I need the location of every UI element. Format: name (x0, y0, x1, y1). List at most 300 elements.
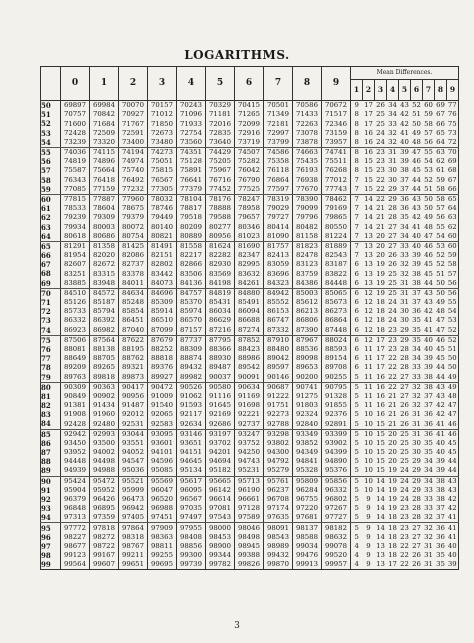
mean-diff-cell: 10 (364, 438, 373, 447)
log-value-cell: 85612 (293, 298, 322, 307)
log-value-cell: 82672 (90, 260, 119, 269)
log-value-cell: 82086 (119, 251, 148, 260)
log-value-cell: 95809 (293, 476, 322, 486)
mean-diff-cell: 51 (447, 345, 457, 354)
log-value-cell: 92891 (322, 419, 351, 429)
mean-diff-cell: 43 (424, 288, 433, 297)
log-value-cell: 84386 (293, 279, 322, 289)
log-value-cell: 78247 (235, 194, 264, 204)
mean-diff-cell: 6 (351, 354, 363, 363)
mean-diff-cell: 43 (436, 382, 445, 391)
mean-diff-cell: 53 (424, 166, 433, 175)
mean-diff-cell: 37 (412, 298, 421, 307)
log-value-cell: 99211 (119, 551, 148, 560)
mean-diff-cell: 28 (412, 513, 421, 522)
log-value-cell: 97864 (119, 523, 148, 533)
mean-diff-cell: 21 (388, 391, 397, 400)
row-number: 53 (41, 129, 61, 138)
log-value-cell: 78888 (206, 204, 235, 213)
mean-diff-cell: 35 (412, 325, 421, 334)
log-value-cell: 73560 (177, 138, 206, 148)
mean-diff-cell: 35 (412, 335, 421, 344)
log-value-cell: 97727 (322, 513, 351, 523)
log-value-cell: 71767 (119, 119, 148, 128)
mean-diff-cell: 8 (351, 119, 363, 128)
log-value-cell: 70243 (177, 101, 206, 111)
page-title: LOGARITHMS. (184, 48, 290, 62)
log-value-cell: 95856 (322, 476, 351, 486)
row-number: 86 (41, 439, 61, 448)
log-value-cell: 93902 (322, 439, 351, 448)
log-value-cell: 92737 (235, 419, 264, 429)
log-value-cell: 96190 (235, 486, 264, 495)
mean-diff-cell: 27 (400, 391, 409, 400)
mean-diff-cell: 36 (400, 195, 409, 204)
mean-diff-cell: 43 (400, 101, 409, 110)
mean-diff-cell: 7 (351, 232, 363, 242)
log-value-cell: 93551 (119, 439, 148, 448)
log-value-cell: 95279 (264, 466, 293, 476)
mean-diff-cell: 7 (351, 194, 363, 204)
mean-diff-cell: 42 (424, 307, 433, 316)
mean-diff-cell: 72 (447, 137, 457, 146)
mean-diff-cell: 52 (424, 175, 433, 184)
row-number: 85 (41, 429, 61, 439)
log-value-cell: 92583 (148, 419, 177, 429)
mean-diff-cell: 33 (424, 485, 433, 494)
mean-diff-cell: 77 (447, 101, 457, 110)
log-value-cell: 87737 (177, 335, 206, 345)
mean-diff-cell: 22 (400, 560, 409, 569)
mean-diff-cell: 60 (447, 231, 457, 240)
row-number: 76 (41, 345, 61, 354)
table-row (41, 129, 459, 138)
log-value-cell: 99300 (177, 551, 206, 560)
log-value-cell: 93802 (264, 439, 293, 448)
log-value-cell: 89154 (322, 354, 351, 363)
log-value-cell: 86332 (61, 316, 90, 325)
mean-diff-cell: 36 (436, 541, 445, 550)
log-value-cell: 96755 (293, 495, 322, 504)
log-value-cell: 85187 (90, 298, 119, 307)
log-value-cell: 84448 (322, 279, 351, 289)
log-value-cell: 88705 (90, 354, 119, 363)
mean-diff-cell: 65 (447, 195, 457, 204)
log-value-cell: 76716 (206, 176, 235, 185)
log-value-cell: 90363 (90, 382, 119, 392)
log-value-cell: 87852 (235, 335, 264, 345)
log-value-cell: 84136 (177, 279, 206, 289)
mean-diff-cell: 29 (412, 466, 421, 475)
log-value-cell: 79029 (264, 204, 293, 213)
mean-diff-cell: 27 (412, 541, 421, 550)
mean-diff-cell: 31 (412, 410, 421, 419)
log-value-cell: 79169 (322, 204, 351, 213)
log-value-cell: 93247 (235, 429, 264, 439)
log-value-cell: 79379 (119, 213, 148, 222)
mean-diff-cell: 34 (388, 110, 397, 119)
log-value-cell: 75051 (148, 157, 177, 166)
mean-diff-cell: 53 (436, 241, 445, 250)
log-value-cell: 90849 (61, 392, 90, 401)
log-value-cell: 91751 (264, 401, 293, 410)
log-value-cell: 91645 (206, 401, 235, 410)
log-value-cell: 88593 (322, 345, 351, 354)
mean-diff-cell: 42 (436, 401, 445, 410)
mean-diff-cell: 63 (436, 148, 445, 157)
mean-diff-cell: 58 (447, 260, 457, 269)
log-value-cell: 93399 (322, 429, 351, 439)
header-digit: 3 (148, 67, 177, 101)
mean-diff-cell: 27 (388, 241, 397, 250)
mean-diff-cell: 55 (424, 148, 433, 157)
log-value-cell: 83059 (264, 260, 293, 269)
log-value-cell: 83696 (264, 269, 293, 278)
log-value-cell: 89597 (264, 363, 293, 372)
log-value-cell: 96848 (61, 504, 90, 513)
mean-diff-cell: 27 (388, 222, 397, 231)
mean-diff-cell: 37 (436, 504, 445, 513)
log-value-cell: 78176 (206, 194, 235, 204)
log-value-cell: 80821 (148, 232, 177, 242)
log-value-cell: 77379 (177, 185, 206, 195)
table-row (41, 457, 459, 466)
log-value-cell: 72346 (322, 119, 351, 128)
mean-diff-cell: 50 (436, 288, 445, 297)
mean-diff-cell: 39 (400, 157, 409, 166)
log-value-cell: 93852 (293, 439, 322, 448)
log-value-cell: 80686 (90, 232, 119, 242)
log-value-cell: 77597 (264, 185, 293, 195)
mean-diff-cell: 64 (436, 137, 445, 146)
log-value-cell: 88309 (177, 345, 206, 354)
mean-diff-cell: 46 (424, 251, 433, 260)
mean-diff-cell: 17 (376, 335, 385, 344)
log-value-cell: 92273 (264, 410, 293, 419)
log-value-cell: 90687 (264, 382, 293, 392)
mean-diff-cell: 35 (424, 438, 433, 447)
mean-diff-cell: 40 (412, 241, 421, 250)
mean-diff-cell: 66 (436, 119, 445, 128)
mean-diff-cell: 53 (447, 316, 457, 325)
mean-diff-cell: 5 (351, 372, 363, 382)
mean-diff-cell: 14 (364, 222, 373, 231)
mean-diff-cell: 23 (400, 504, 409, 513)
mean-diff-cell: 44 (436, 372, 445, 381)
table-row (41, 542, 459, 551)
header-digit: 4 (177, 67, 206, 101)
log-value-cell: 90795 (322, 382, 351, 392)
log-value-cell: 78817 (177, 204, 206, 213)
log-value-cell: 95036 (119, 466, 148, 476)
log-value-cell: 96237 (264, 486, 293, 495)
row-number: 87 (41, 448, 61, 457)
log-value-cell: 88818 (148, 354, 177, 363)
logarithm-table (40, 66, 459, 570)
mean-diff-cell: 44 (436, 363, 445, 372)
log-value-cell: 94448 (61, 457, 90, 466)
log-value-cell: 89763 (61, 372, 90, 382)
mean-diff-cell: 9 (363, 513, 375, 523)
log-value-cell: 81358 (90, 241, 119, 251)
log-value-cell: 88138 (90, 345, 119, 354)
log-value-cell: 80414 (264, 222, 293, 231)
mean-diff-cell: 63 (447, 213, 457, 222)
log-value-cell: 73320 (90, 138, 119, 148)
log-value-cell: 88874 (177, 354, 206, 363)
log-value-cell: 86806 (293, 316, 322, 325)
log-value-cell: 94151 (177, 448, 206, 457)
log-value-cell: 84819 (206, 288, 235, 298)
table-row (41, 345, 459, 354)
mean-diff-cell: 32 (388, 137, 397, 146)
mean-diff-cell: 28 (388, 204, 397, 213)
log-value-cell: 79239 (61, 213, 90, 222)
mean-diff-cell: 28 (388, 213, 397, 222)
log-value-cell: 80072 (119, 222, 148, 231)
log-value-cell: 92012 (119, 410, 148, 419)
table-row (41, 279, 459, 289)
mean-diff-cell: 35 (436, 560, 445, 569)
mean-diff-cell: 17 (388, 560, 397, 569)
mean-diff-cell: 16 (376, 372, 385, 381)
mean-diff-cell: 12 (364, 288, 373, 297)
mean-diff-cell: 46 (424, 241, 433, 250)
row-number: 52 (41, 119, 61, 128)
log-value-cell: 73159 (322, 129, 351, 138)
mean-diff-cell: 5 (351, 419, 363, 429)
log-value-cell: 95904 (61, 486, 90, 495)
table-row (41, 138, 459, 148)
mean-diff-cell: 18 (388, 551, 397, 560)
mean-diff-cell: 67 (447, 175, 457, 184)
mean-diff-cell: 19 (376, 260, 385, 269)
mean-diff-cell: 5 (351, 382, 363, 392)
mean-diff-cell: 47 (436, 325, 445, 334)
mean-diff-cell: 32 (400, 269, 409, 278)
mean-diff-cell: 9 (351, 101, 363, 111)
mean-diff-cell: 13 (364, 241, 373, 250)
mean-diff-cell: 39 (400, 148, 409, 157)
mean-diff-cell: 44 (412, 175, 421, 184)
mean-diff-cell: 11 (364, 363, 373, 372)
log-value-cell: 93298 (264, 429, 293, 439)
log-value-cell: 90417 (119, 382, 148, 392)
mean-diff-cell: 29 (412, 485, 421, 494)
log-value-cell: 70757 (61, 110, 90, 119)
header-digit: 7 (264, 67, 293, 101)
mean-diff-cell: 28 (400, 345, 409, 354)
log-value-cell: 92993 (90, 429, 119, 439)
mean-diff-cell: 12 (364, 316, 373, 325)
log-value-cell: 93197 (206, 429, 235, 439)
log-value-cell: 91328 (322, 392, 351, 401)
log-value-cell: 96426 (90, 495, 119, 504)
log-value-cell: 98408 (177, 533, 206, 542)
log-value-cell: 97589 (235, 513, 264, 523)
mean-diff-cell: 8 (351, 157, 363, 166)
log-value-cell: 70672 (322, 101, 351, 111)
mean-diff-cell: 55 (447, 298, 457, 307)
log-value-cell: 71433 (293, 110, 322, 119)
log-value-cell: 83569 (206, 269, 235, 278)
log-value-cell: 96047 (148, 486, 177, 495)
mean-diff-cell: 24 (400, 495, 409, 504)
table-row (41, 166, 459, 175)
mean-diff-cell: 26 (400, 410, 409, 419)
log-value-cell: 98632 (322, 533, 351, 542)
mean-diff-cell: 13 (364, 269, 373, 278)
log-value-cell: 94645 (177, 457, 206, 466)
log-value-cell: 99123 (61, 551, 90, 560)
log-value-cell: 96942 (119, 504, 148, 513)
mean-diff-cell: 7 (351, 251, 363, 260)
table-row (41, 147, 459, 157)
mean-diff-cell: 13 (376, 551, 385, 560)
log-value-cell: 97681 (293, 513, 322, 523)
log-value-cell: 72591 (119, 129, 148, 138)
mean-diff-cell: 24 (388, 307, 397, 316)
log-value-cell: 89098 (293, 354, 322, 363)
row-number: 95 (41, 523, 61, 533)
log-value-cell: 98000 (206, 523, 235, 533)
mean-diff-cell: 40 (412, 231, 421, 240)
log-value-cell: 85370 (177, 298, 206, 307)
log-value-cell: 73878 (293, 138, 322, 148)
mean-diff-cell: 35 (400, 213, 409, 222)
mean-diff-cell: 22 (376, 195, 385, 204)
table-row (41, 439, 459, 448)
log-value-cell: 92480 (90, 419, 119, 429)
log-value-cell: 70070 (119, 101, 148, 111)
mean-diff-cell: 76 (447, 110, 457, 119)
log-value-cell: 91169 (235, 392, 264, 401)
log-value-cell: 72016 (206, 119, 235, 128)
log-value-cell: 71684 (90, 119, 119, 128)
log-value-cell: 72835 (206, 129, 235, 138)
table-row (41, 448, 459, 457)
mean-diff-cell: 16 (364, 128, 373, 137)
table-row (41, 222, 459, 231)
mean-diff-cell: 57 (447, 269, 457, 278)
log-value-cell: 83378 (119, 269, 148, 278)
row-number: 71 (41, 298, 61, 307)
log-value-cell: 96473 (119, 495, 148, 504)
log-value-cell: 95376 (322, 466, 351, 476)
log-value-cell: 71933 (177, 119, 206, 128)
table-row (41, 260, 459, 269)
mean-diff-cell: 20 (388, 448, 397, 457)
log-value-cell: 92376 (322, 410, 351, 419)
mean-diff-cell: 47 (447, 410, 457, 419)
mean-diff-cell: 38 (424, 382, 433, 391)
mean-diff-cell: 25 (388, 269, 397, 278)
log-value-cell: 82802 (148, 260, 177, 269)
log-value-cell: 77012 (322, 176, 351, 185)
mean-diff-cell: 56 (447, 288, 457, 297)
mean-diff-cell: 16 (364, 148, 373, 157)
mean-diff-cell: 37 (400, 184, 409, 193)
header-digit: 1 (90, 67, 119, 101)
log-value-cell: 89708 (322, 363, 351, 372)
row-number: 55 (41, 147, 61, 157)
log-value-cell: 72263 (293, 119, 322, 128)
mean-diff-cell: 14 (364, 204, 373, 213)
row-number: 51 (41, 110, 61, 119)
mean-diff-cell: 36 (400, 204, 409, 213)
log-value-cell: 98272 (90, 533, 119, 542)
mean-diff-cell: 6 (351, 260, 363, 269)
log-value-cell: 76343 (61, 176, 90, 185)
log-value-cell: 74429 (206, 147, 235, 157)
row-number: 77 (41, 354, 61, 363)
mean-diff-cell: 5 (351, 513, 363, 523)
mean-diff-cell: 22 (388, 382, 397, 391)
log-value-cell: 91275 (293, 392, 322, 401)
log-value-cell: 99432 (264, 551, 293, 560)
log-value-cell: 97543 (206, 513, 235, 523)
log-value-cell: 91960 (90, 410, 119, 419)
log-value-cell: 88024 (322, 335, 351, 345)
mean-diff-cell: 43 (412, 204, 421, 213)
mean-diff-cell: 15 (376, 448, 385, 457)
row-number: 75 (41, 335, 61, 345)
log-value-cell: 83315 (90, 269, 119, 278)
log-value-cell: 96142 (206, 486, 235, 495)
log-value-cell: 83123 (293, 260, 322, 269)
mean-diff-cell: 9 (366, 532, 371, 541)
log-value-cell: 92634 (177, 419, 206, 429)
mean-diff-cell: 36 (412, 307, 421, 316)
log-value-cell: 86153 (264, 307, 293, 316)
mean-diff-cell: 45 (412, 166, 421, 175)
mean-diff-cell: 34 (388, 101, 397, 110)
log-value-cell: 98811 (148, 542, 177, 551)
log-value-cell: 82866 (177, 260, 206, 269)
mean-diff-cell: 15 (376, 466, 385, 475)
log-value-cell: 71096 (177, 110, 206, 119)
log-value-cell: 81624 (206, 241, 235, 251)
mean-diff-cell: 69 (436, 101, 445, 110)
mean-diff-cell: 60 (447, 241, 457, 250)
row-number: 69 (41, 279, 61, 289)
log-value-cell: 94498 (90, 457, 119, 466)
mean-diff-cell: 34 (412, 354, 421, 363)
mean-diff-cell: 20 (376, 241, 385, 250)
mean-differences-header: Mean Differences. (351, 67, 459, 80)
log-value-cell: 72673 (148, 129, 177, 138)
row-number: 90 (41, 476, 61, 486)
mean-diff-cell: 36 (424, 419, 433, 428)
mean-diff-cell: 17 (376, 363, 385, 372)
log-value-cell: 95231 (235, 466, 264, 476)
mean-diff-cell: 5 (351, 495, 363, 504)
mean-diff-cell: 6 (351, 307, 363, 316)
mean-diff-digit: 6 (411, 80, 423, 101)
header-digit: 0 (61, 67, 90, 101)
log-value-cell: 77887 (90, 194, 119, 204)
log-value-cell: 98856 (177, 542, 206, 551)
row-number: 78 (41, 363, 61, 372)
mean-diff-cell: 21 (376, 222, 385, 231)
mean-diff-cell: 36 (424, 410, 433, 419)
mean-diff-cell: 66 (447, 184, 457, 193)
mean-diff-digit: 2 (363, 80, 375, 101)
mean-diff-cell: 9 (366, 523, 371, 532)
mean-diff-cell: 11 (364, 401, 373, 410)
table-row (41, 176, 459, 185)
mean-diff-cell: 22 (400, 541, 409, 550)
